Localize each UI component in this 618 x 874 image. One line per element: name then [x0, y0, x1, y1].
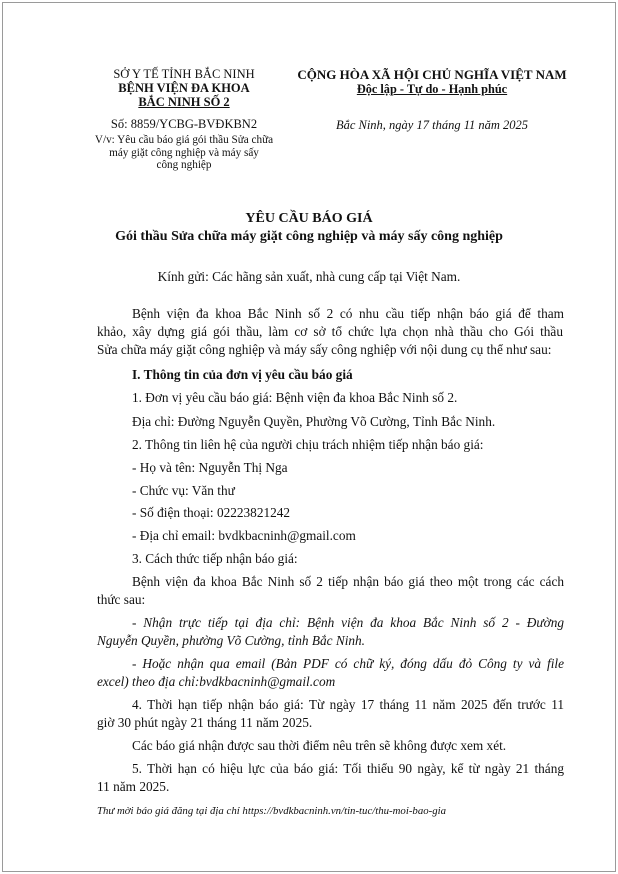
late-note: Các báo giá nhận được sau thời điểm nêu trên sẽ không được xem xét. [132, 738, 507, 753]
intro-line3: Sửa chữa máy giặt công nghiệp và máy sấy công nghiệp với nội dung cụ thể như sau: [97, 342, 552, 357]
doc-subject-line2: máy giặt công nghiệp và máy sấy [109, 146, 259, 159]
contact-name: - Họ và tên: Nguyễn Thị Nga [132, 460, 288, 475]
item-5-line2: 11 năm 2025. [97, 779, 170, 794]
email-line1: - Hoặc nhận qua email (Bản PDF có chữ ký, đóng dấu đỏ Công ty và file [132, 656, 564, 671]
department-name: SỞ Y TẾ TỈNH BẮC NINH [113, 67, 255, 81]
header-left [87, 67, 281, 109]
email-line2: excel) theo địa chỉ:bvdkbacninh@gmail.com [97, 674, 336, 689]
method-line2: thức sau: [97, 592, 146, 607]
item-4-line1: 4. Thời hạn tiếp nhận báo giá: Từ ngày 17 tháng 11 năm 2025 đến trước 11 [132, 697, 564, 712]
contact-phone: - Số điện thoại: 02223821242 [132, 505, 291, 520]
item-2: 2. Thông tin liên hệ của người chịu trách nhiệm tiếp nhận báo giá: [132, 437, 484, 452]
doc-number: Số: 8859/YCBG-BVĐKBN2 [110, 117, 258, 131]
intro-line2: khảo, xây dựng giá gói thầu, làm cơ sở tổ chức lựa chọn nhà thầu cho Gói thầu [97, 324, 563, 339]
doc-subject-line1: V/v: Yêu cầu báo giá gói thầu Sửa chữa [94, 134, 274, 146]
document-subtitle: Gói thầu Sửa chữa máy giặt công nghiệp và máy sấy công nghiệp [115, 229, 503, 244]
address: Địa chỉ: Đường Nguyễn Quyền, Phường Võ Cường, Tỉnh Bắc Ninh. [132, 414, 496, 429]
place-date: Bắc Ninh, ngày 17 tháng 11 năm 2025 [335, 118, 529, 132]
contact-position: - Chức vụ: Văn thư [132, 483, 235, 498]
national-motto: Độc lập - Tự do - Hạnh phúc [356, 82, 508, 96]
direct-line2: Nguyễn Quyền, phường Võ Cường, tỉnh Bắc Ninh. [97, 633, 366, 648]
item-5-line1: 5. Thời hạn có hiệu lực của báo giá: Tối thiểu 90 ngày, kể từ ngày 21 tháng [132, 761, 564, 776]
intro-line1: Bệnh viện đa khoa Bắc Ninh số 2 có nhu cầu tiếp nhận báo giá để tham [132, 306, 564, 321]
section-heading: I. Thông tin của đơn vị yêu cầu báo giá [132, 367, 353, 382]
header-right [286, 67, 578, 97]
item-1: 1. Đơn vị yêu cầu báo giá: Bệnh viện đa khoa Bắc Ninh số 2. [132, 390, 458, 405]
direct-line1: - Nhận trực tiếp tại địa chỉ: Bệnh viện đa khoa Bắc Ninh số 2 - Đường [132, 615, 564, 630]
doc-subject [87, 134, 281, 172]
item-3: 3. Cách thức tiếp nhận báo giá: [132, 551, 298, 566]
item-4-line2: giờ 30 phút ngày 21 tháng 11 năm 2025. [97, 715, 313, 730]
contact-email: - Địa chỉ email: bvdkbacninh@gmail.com [132, 528, 356, 543]
doc-subject-line3: công nghiệp [156, 159, 212, 171]
method-line1: Bệnh viện đa khoa Bắc Ninh số 2 tiếp nhận báo giá theo một trong các cách [132, 574, 564, 589]
hospital-name-line2: BẮC NINH SỐ 2 [138, 95, 230, 109]
greeting: Kính gửi: Các hãng sản xuất, nhà cung cấp tại Việt Nam. [157, 269, 461, 284]
document-title: YÊU CẦU BÁO GIÁ [245, 211, 373, 226]
hospital-name-line1: BỆNH VIỆN ĐA KHOA [118, 81, 250, 95]
national-title: CỘNG HÒA XÃ HỘI CHỦ NGHĨA VIỆT NAM [297, 67, 567, 82]
footer-note: Thư mời báo giá đăng tại địa chỉ https://bvdkbacninh.vn/tin-tuc/thu-moi-bao-gia [97, 805, 447, 817]
